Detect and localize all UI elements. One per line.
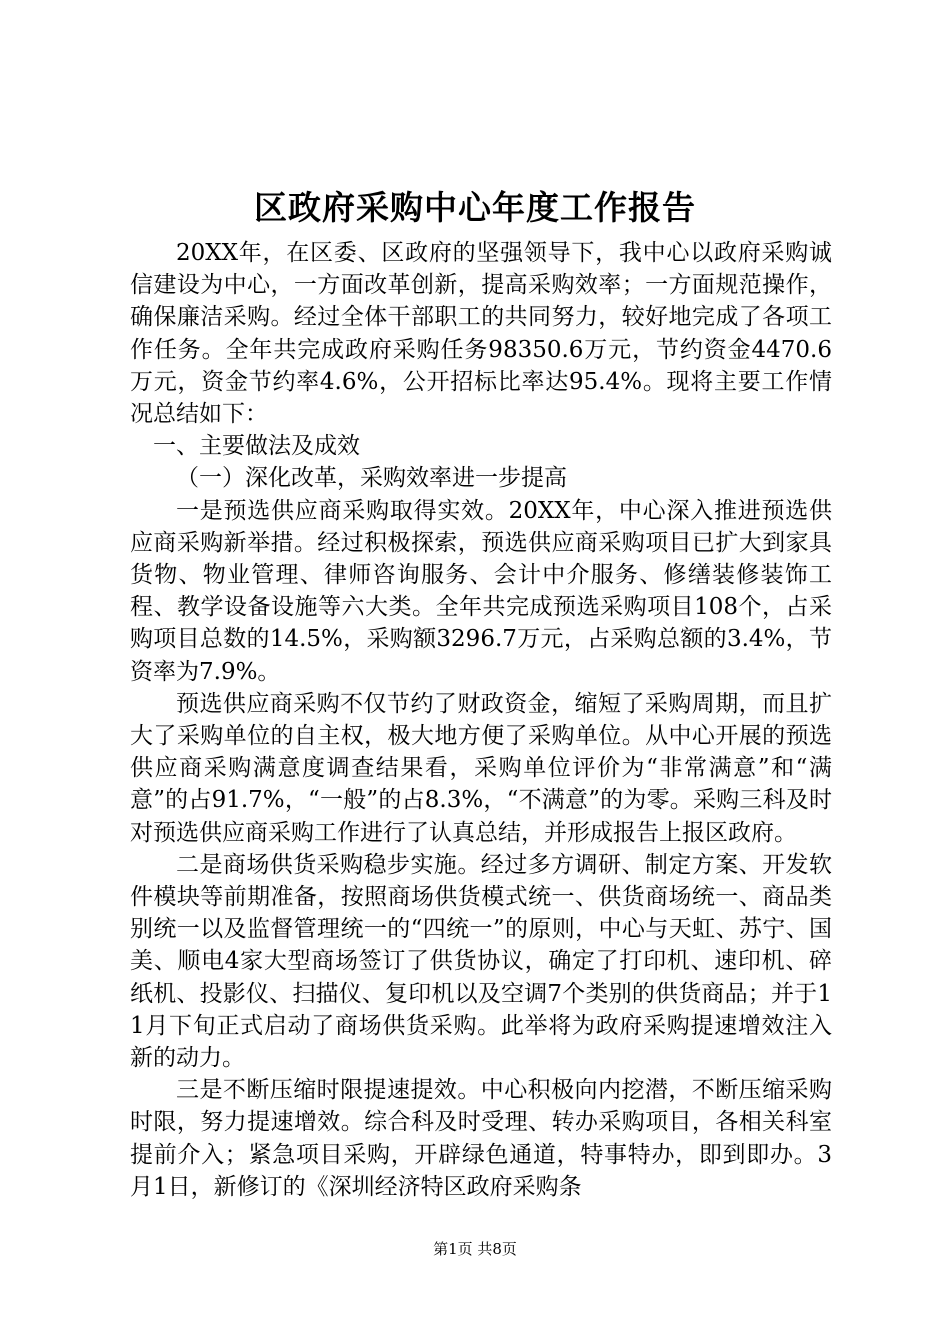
section-heading: 一、主要做法及成效 [153,433,360,460]
paragraph-preselected-suppliers: 一是预选供应商采购取得实效。20XX年，中心深入推进预选供应商采购新举措。经过积极探索，预选供应商采购项目已扩大到家具货物、物业管理、律师咨询服务、会计中介服务、修缮装修装饰工程、教学设备设施等六大类。全年共完成预选采购项目108个，占采购项目总数的14.5%，采购额3296.7万元，占采购总额的3.4%，节资率为7.9%。 [130,497,832,685]
paragraph-satisfaction-survey: 预选供应商采购不仅节约了财政资金，缩短了采购周期，而且扩大了采购单位的自主权，极大地方便了采购单位。从中心开展的预选供应商采购满意度调查结果看，采购单位评价为“非常满意”和“满意”的占91.7%，“一般”的占8.3%，“不满意”的为零。采购三科及时对预选供应商采购工作进行了认真总结，并形成报告上报区政府。 [130,690,832,846]
paragraph-intro: 20XX年，在区委、区政府的坚强领导下，我中心以政府采购诚信建设为中心，一方面改革创新，提高采购效率；一方面规范操作，确保廉洁采购。经过全体干部职工的共同努力，较好地完成了各项工作任务。全年共完成政府采购任务98350.6万元，节约资金4470.6万元，资金节约率4.6%，公开招标比率达95.4%。现将主要工作情况总结如下： [130,240,832,428]
document-body [130,237,832,1203]
subsection-heading: （一）深化改革，采购效率进一步提高 [176,465,567,492]
paragraph-mall-supply: 二是商场供货采购稳步实施。经过多方调研、制定方案、开发软件模块等前期准备，按照商场供货模式统一、供货商场统一、商品类别统一以及监督管理统一的“四统一”的原则，中心与天虹、苏宁、国美、顺电4家大型商场签订了供货协议，确定了打印机、速印机、碎纸机、投影仪、扫描仪、复印机以及空调7个类别的供货商品；并于11月下旬正式启动了商场供货采购。此举将为政府采购提速增效注入新的动力。 [130,851,832,1072]
paragraph-time-compression: 三是不断压缩时限提速提效。中心积极向内挖潜，不断压缩采购时限，努力提速增效。综合科及时受理、转办采购项目，各相关科室提前介入；紧急项目采购，开辟绿色通道，特事特办，即到即办。3月1日，新修订的《深圳经济特区政府采购条 [130,1077,832,1200]
page-footer: 第1页 共8页 [433,1240,517,1258]
document-title: 区政府采购中心年度工作报告 [254,188,696,227]
